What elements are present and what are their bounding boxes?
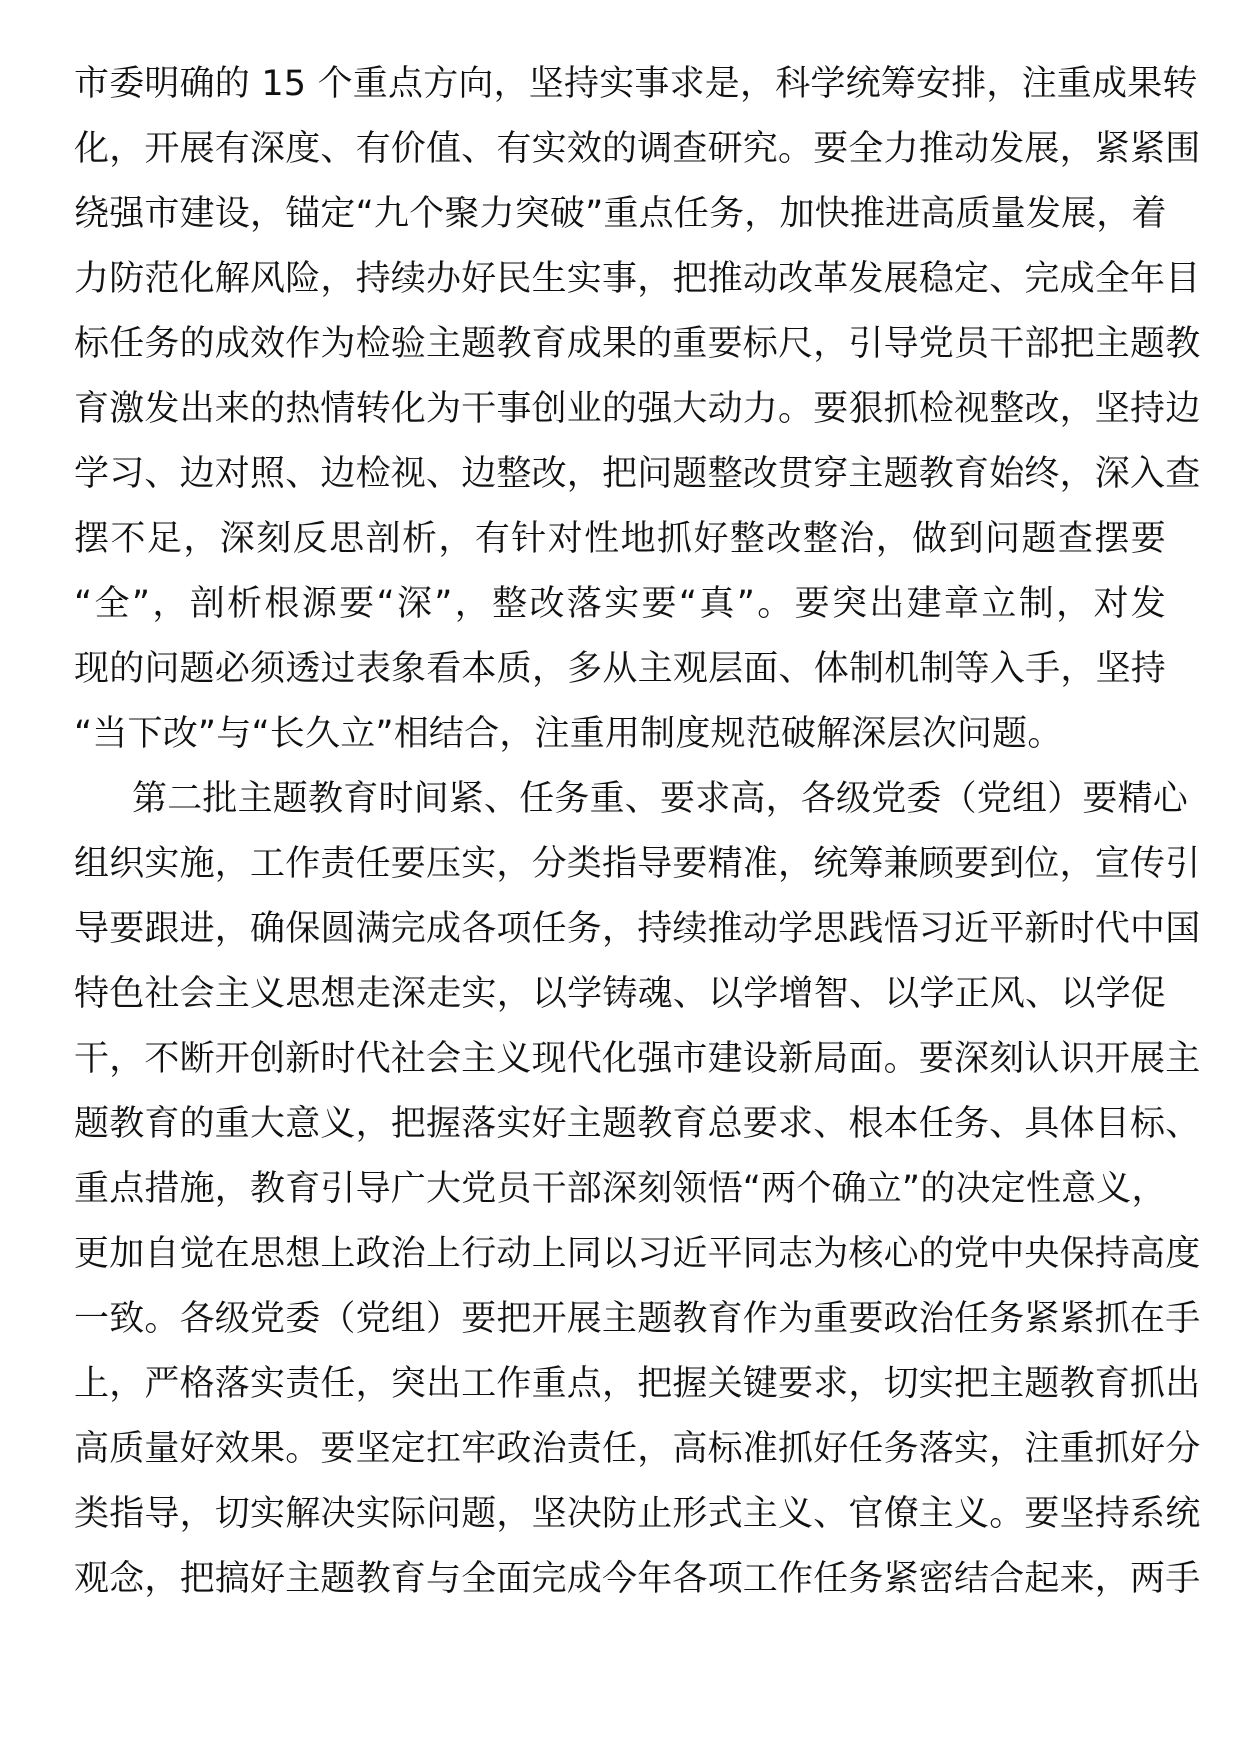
text-line: 标任务的成效作为检验主题教育成果的重要标尺，引导党员干部把主题教 (74, 324, 1201, 364)
text-line: 更加自觉在思想上政治上行动上同以习近平同志为核心的党中央保持高度 (74, 1234, 1201, 1274)
text-line: 特色社会主义思想走深走实，以学铸魂、以学增智、以学正风、以学促 (74, 974, 1166, 1014)
text-line: 导要跟进，确保圆满完成各项任务，持续推动学思践悟习近平新时代中国 (74, 909, 1201, 949)
text-line: 上，严格落实责任，突出工作重点，把握关键要求，切实把主题教育抓出 (74, 1364, 1201, 1404)
text-line: “当下改”与“长久立”相结合，注重用制度规范破解深层次问题。 (74, 714, 1063, 754)
text-line: 现的问题必须透过表象看本质，多从主观层面、体制机制等入手，坚持 (74, 649, 1166, 689)
text-line: 高质量好效果。要坚定扛牢政治责任，高标准抓好任务落实，注重抓好分 (74, 1429, 1201, 1469)
text-line: 题教育的重大意义，把握落实好主题教育总要求、根本任务、具体目标、 (74, 1104, 1201, 1144)
text-line: 一致。各级党委（党组）要把开展主题教育作为重要政治任务紧紧抓在手 (74, 1299, 1201, 1339)
document-body (74, 52, 1201, 1612)
text-line: 力防范化解风险，持续办好民生实事，把推动改革发展稳定、完成全年目 (74, 259, 1201, 299)
text-line: 类指导，切实解决实际问题，坚决防止形式主义、官僚主义。要坚持系统 (74, 1494, 1201, 1534)
text-line: 摆不足，深刻反思剖析，有针对性地抓好整改整治，做到问题查摆要 (74, 519, 1166, 559)
text-line: 绕强市建设，锚定“九个聚力突破”重点任务，加快推进高质量发展，着 (74, 194, 1167, 234)
text-line: 市委明确的 15 个重点方向，坚持实事求是，科学统筹安排，注重成果转 (74, 64, 1198, 104)
text-line: 第二批主题教育时间紧、任务重、要求高，各级党委（党组）要精心 (132, 779, 1189, 819)
text-line: “全”，剖析根源要“深”，整改落实要“真”。要突出建章立制，对发 (74, 584, 1166, 624)
text-line: 育激发出来的热情转化为干事创业的强大动力。要狠抓检视整改，坚持边 (74, 389, 1201, 429)
text-line: 学习、边对照、边检视、边整改，把问题整改贯穿主题教育始终，深入查 (74, 454, 1201, 494)
paragraph-1 (74, 52, 1201, 767)
text-line: 化，开展有深度、有价值、有实效的调查研究。要全力推动发展，紧紧围 (74, 129, 1201, 169)
text-line: 重点措施，教育引导广大党员干部深刻领悟“两个确立”的决定性意义， (74, 1169, 1167, 1209)
paragraph-2 (74, 767, 1201, 1612)
text-line: 干，不断开创新时代社会主义现代化强市建设新局面。要深刻认识开展主 (74, 1039, 1201, 1079)
text-line: 观念，把搞好主题教育与全面完成今年各项工作任务紧密结合起来，两手 (74, 1559, 1201, 1599)
text-line: 组织实施，工作责任要压实，分类指导要精准，统筹兼顾要到位，宣传引 (74, 844, 1201, 884)
